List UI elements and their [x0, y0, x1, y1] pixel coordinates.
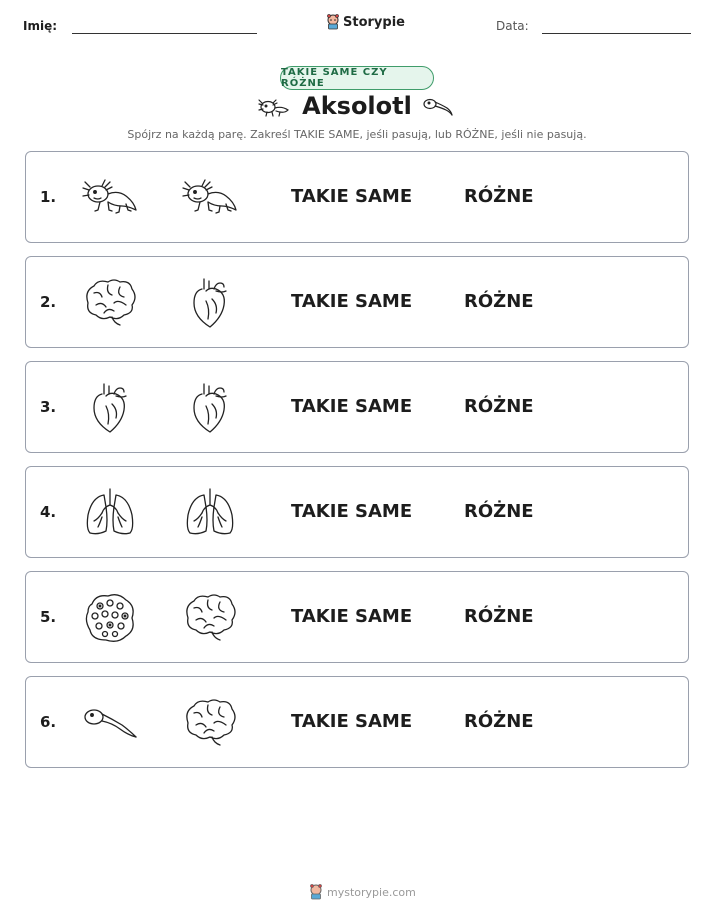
- question-number: 3.: [40, 398, 57, 416]
- heart-icon: [182, 382, 238, 434]
- question-number: 1.: [40, 188, 57, 206]
- brain-icon: [82, 277, 138, 329]
- activity-badge: TAKIE SAME CZY RÓŻNE: [280, 66, 434, 90]
- option-different[interactable]: RÓŻNE: [464, 606, 534, 627]
- option-different[interactable]: RÓŻNE: [464, 186, 534, 207]
- option-same[interactable]: TAKIE SAME: [291, 396, 413, 417]
- name-label: Imię:: [23, 19, 58, 33]
- option-different[interactable]: RÓŻNE: [464, 291, 534, 312]
- option-same[interactable]: TAKIE SAME: [291, 501, 413, 522]
- option-different[interactable]: RÓŻNE: [464, 711, 534, 732]
- storypie-logo-icon: [326, 14, 340, 30]
- axolotl-icon: [82, 172, 138, 224]
- brand-logo: [326, 14, 405, 30]
- question-row: [25, 361, 689, 453]
- option-same[interactable]: TAKIE SAME: [291, 606, 413, 627]
- axolotl-icon: [182, 172, 238, 224]
- question-number: 6.: [40, 713, 57, 731]
- option-different[interactable]: RÓŻNE: [464, 396, 534, 417]
- heart-icon: [182, 277, 238, 329]
- option-different[interactable]: RÓŻNE: [464, 501, 534, 522]
- tadpole-icon: [422, 96, 454, 118]
- brain-icon: [182, 697, 238, 749]
- option-same[interactable]: TAKIE SAME: [291, 291, 413, 312]
- question-number: 5.: [40, 608, 57, 626]
- question-number: 4.: [40, 503, 57, 521]
- option-same[interactable]: TAKIE SAME: [291, 711, 413, 732]
- date-label: Data:: [496, 19, 529, 33]
- brain-icon: [182, 592, 238, 644]
- question-number: 2.: [40, 293, 57, 311]
- lungs-icon: [82, 487, 138, 539]
- name-line[interactable]: [72, 33, 257, 34]
- footer: [309, 884, 416, 900]
- storypie-logo-icon: [309, 884, 323, 900]
- brand-name: Storypie: [343, 14, 405, 30]
- egg-cluster-icon: [82, 592, 138, 644]
- question-row: [25, 151, 689, 243]
- question-row: [25, 466, 689, 558]
- question-row: [25, 256, 689, 348]
- page-title: Aksolotl: [302, 92, 412, 120]
- heart-icon: [82, 382, 138, 434]
- date-line[interactable]: [542, 33, 691, 34]
- footer-url: mystorypie.com: [327, 885, 416, 899]
- question-row: [25, 571, 689, 663]
- option-same[interactable]: TAKIE SAME: [291, 186, 413, 207]
- instructions: Spójrz na każdą parę. Zakreśl TAKIE SAME, jeśli pasują, lub RÓŻNE, jeśli nie pasują.: [127, 128, 587, 141]
- lungs-icon: [182, 487, 238, 539]
- question-row: [25, 676, 689, 768]
- tadpole-icon: [82, 697, 138, 749]
